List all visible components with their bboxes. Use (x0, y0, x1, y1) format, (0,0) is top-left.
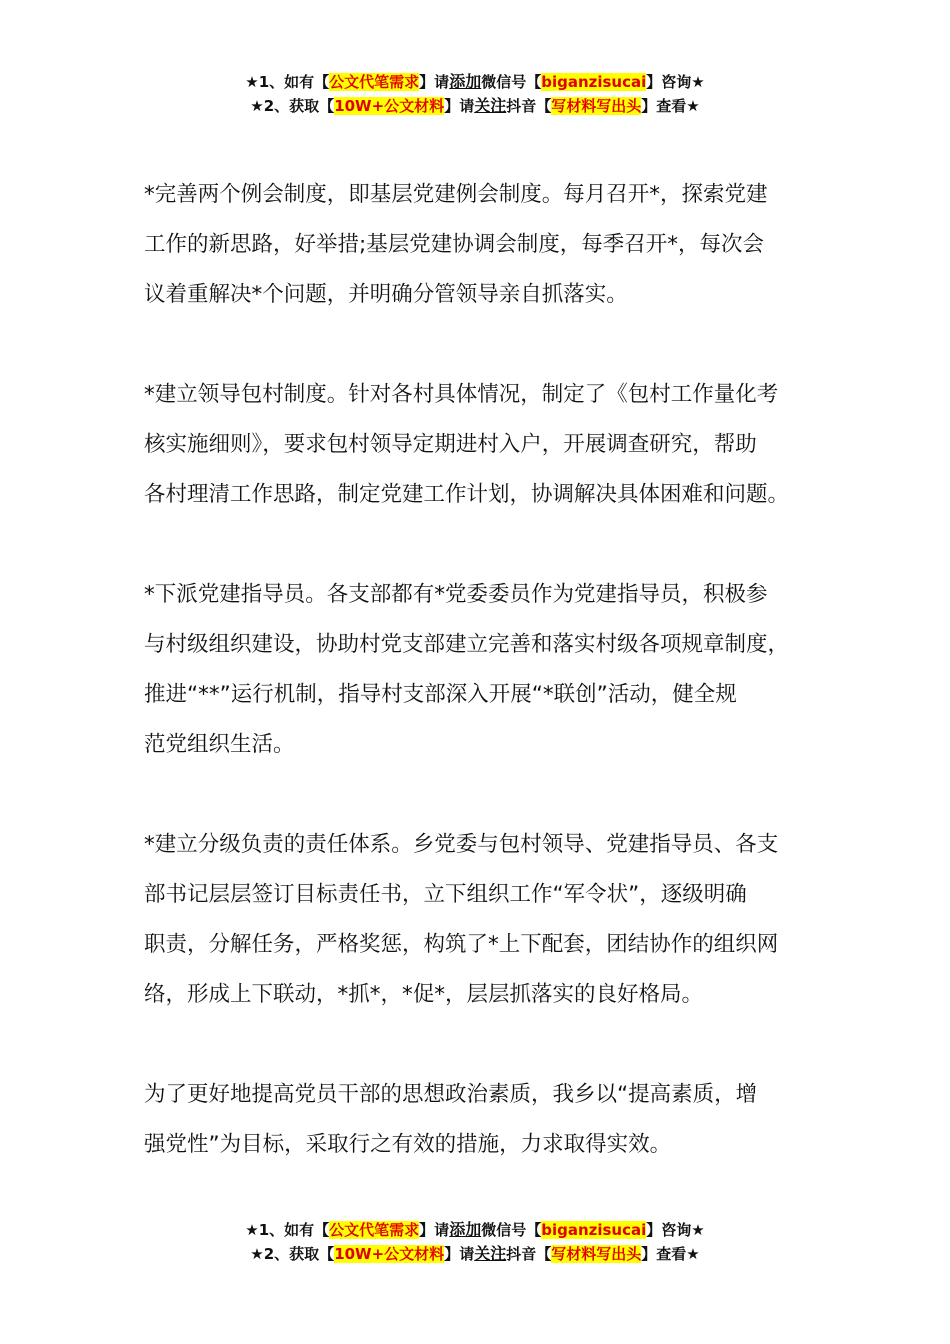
paragraph-2 (144, 370, 830, 520)
text-line: 各村理清工作思路，制定党建工作计划，协调解决具体困难和问题。 (144, 482, 790, 507)
banner-text: 】查看★ (641, 97, 700, 115)
banner-text: 】请 (444, 1245, 475, 1263)
star-icon: ★ (245, 73, 259, 91)
banner-text: 】请 (419, 73, 450, 91)
star-icon: ★ (250, 97, 264, 115)
header-banner (0, 70, 950, 118)
emphasis-follow: 关注 (474, 1244, 507, 1263)
banner-text: 】咨询★ (646, 73, 705, 91)
text-line: 推进“**”运行机制，指导村支部深入开展“*联创”活动，健全规 (144, 682, 737, 707)
banner-text: 微信号【 (481, 1221, 542, 1239)
highlight-service: 公文代笔需求 (329, 1221, 420, 1239)
text-line: 与村级组织建设，协助村党支部建立完善和落实村级各项规章制度， (144, 632, 790, 657)
banner-line-2 (0, 94, 950, 118)
banner-text: 2、获取【 (263, 1245, 335, 1263)
banner-text: 抖音【 (506, 97, 552, 115)
footer-banner (0, 1218, 950, 1266)
paragraph-3 (144, 570, 830, 770)
highlight-wechat-id: biganzisucai (541, 1221, 647, 1239)
text-line: 职责，分解任务，严格奖惩，构筑了*上下配套，团结协作的组织网 (144, 932, 779, 957)
text-line: 强党性”为目标，采取行之有效的措施，力求取得实效。 (144, 1132, 672, 1157)
text-line: *建立领导包村制度。针对各村具体情况，制定了《包村工作量化考 (144, 382, 779, 407)
text-line: *下派党建指导员。各支部都有*党委委员作为党建指导员，积极参 (144, 582, 768, 607)
banner-line-1 (0, 1218, 950, 1242)
paragraph-5 (144, 1070, 830, 1170)
highlight-materials: 10W+公文材料 (334, 97, 445, 115)
banner-text: 1、如有【 (258, 73, 330, 91)
banner-text: 微信号【 (481, 73, 542, 91)
banner-text: 】请 (419, 1221, 450, 1239)
highlight-wechat-id: biganzisucai (541, 73, 647, 91)
text-line: 为了更好地提高党员干部的思想政治素质，我乡以“提高素质，增 (144, 1082, 758, 1107)
emphasis-follow: 关注 (474, 96, 507, 115)
paragraph-4 (144, 820, 830, 1020)
document-body (144, 170, 830, 1220)
banner-text: 2、获取【 (263, 97, 335, 115)
highlight-douyin-id: 写材料写出头 (551, 97, 642, 115)
emphasis-add: 添加 (449, 72, 482, 91)
paragraph-1 (144, 170, 830, 320)
star-icon: ★ (245, 1221, 259, 1239)
text-line: *完善两个例会制度，即基层党建例会制度。每月召开*，探索党建 (144, 182, 768, 207)
text-line: 部书记层层签订目标责任书，立下组织工作“军令状”，逐级明确 (144, 882, 747, 907)
highlight-service: 公文代笔需求 (329, 73, 420, 91)
text-line: 范党组织生活。 (144, 732, 295, 757)
highlight-materials: 10W+公文材料 (334, 1245, 445, 1263)
emphasis-add: 添加 (449, 1220, 482, 1239)
text-line: 核实施细则》，要求包村领导定期进村入户，开展调查研究，帮助 (144, 432, 757, 457)
banner-line-1 (0, 70, 950, 94)
text-line: 工作的新思路，好举措;基层党建协调会制度，每季召开*，每次会 (144, 232, 764, 257)
text-line: *建立分级负责的责任体系。乡党委与包村领导、党建指导员、各支 (144, 832, 779, 857)
text-line: 络，形成上下联动，*抓*，*促*，层层抓落实的良好格局。 (144, 982, 704, 1007)
banner-text: 】咨询★ (646, 1221, 705, 1239)
banner-text: 】请 (444, 97, 475, 115)
text-line: 议着重解决*个问题，并明确分管领导亲自抓落实。 (144, 282, 628, 307)
star-icon: ★ (250, 1245, 264, 1263)
banner-text: 抖音【 (506, 1245, 552, 1263)
banner-line-2 (0, 1242, 950, 1266)
highlight-douyin-id: 写材料写出头 (551, 1245, 642, 1263)
banner-text: 1、如有【 (258, 1221, 330, 1239)
banner-text: 】查看★ (641, 1245, 700, 1263)
